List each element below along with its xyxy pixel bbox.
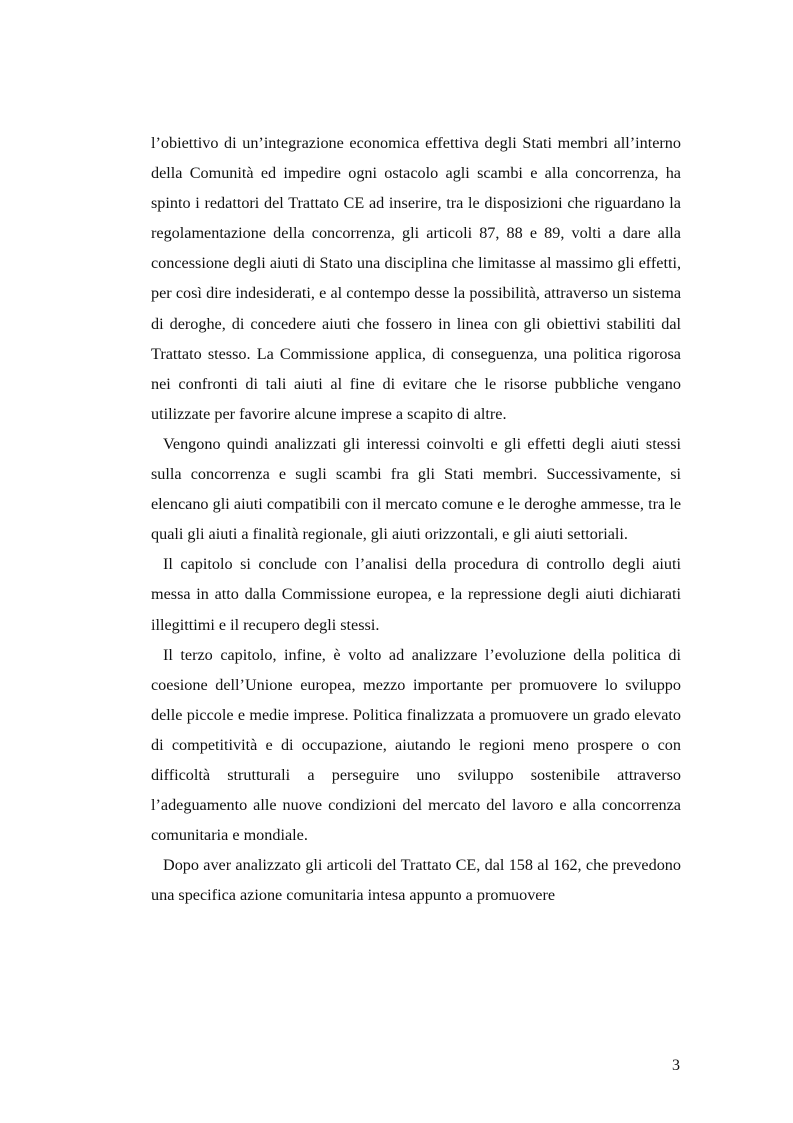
paragraph-2: Vengono quindi analizzati gli interessi coinvolti e gli effetti degli aiuti stessi sulla concorrenza e sugli scambi fra gli Stati membri. Successivamente, si elencano gli aiuti compatibili con il mercato comune e le deroghe ammesse, tra le quali gli aiuti a finalità regionale, gli aiuti orizzontali, e gli aiuti settoriali. xyxy=(151,434,681,544)
page-number: 3 xyxy=(672,1057,680,1074)
body-text xyxy=(151,128,681,910)
paragraph-5: Dopo aver analizzato gli articoli del Trattato CE, dal 158 al 162, che prevedono una specifica azione comunitaria intesa appunto a promuovere xyxy=(151,856,681,905)
paragraph-3: Il capitolo si conclude con l’analisi della procedura di controllo degli aiuti messa in atto dalla Commissione europea, e la repressione degli aiuti dichiarati illegittimi e il recupero degli stessi. xyxy=(151,555,681,634)
paragraph-1: l’obiettivo di un’integrazione economica effettiva degli Stati membri all’interno della Comunità ed impedire ogni ostacolo agli scambi e alla concorrenza, ha spinto i redattori del Trattato CE ad inserire, tra le disposizioni che riguardano la regolamentazione della concorrenza, gli articoli 87, 88 e 89, volti a dare alla concessione degli aiuti di Stato una disciplina che limitasse al massimo gli effetti, per così dire indesiderati, e al contempo desse la possibilità, attraverso un sistema di deroghe, di concedere aiuti che fossero in linea con gli obiettivi stabiliti dal Trattato stesso. La Commissione applica, di conseguenza, una politica rigorosa nei confronti di tali aiuti al fine di evitare che le risorse pubbliche vengano utilizzate per favorire alcune imprese a scapito di altre. xyxy=(151,134,681,423)
paragraph-4: Il terzo capitolo, infine, è volto ad analizzare l’evoluzione della politica di coesione dell’Unione europea, mezzo importante per promuovere lo sviluppo delle piccole e medie imprese. Politica finalizzata a promuovere un grado elevato di competitività e di occupazione, aiutando le regioni meno prospere o con difficoltà strutturali a perseguire uno sviluppo sostenibile attraverso l’adeguamento alle nuove condizioni del mercato del lavoro e alla concorrenza comunitaria e mondiale. xyxy=(151,645,681,845)
